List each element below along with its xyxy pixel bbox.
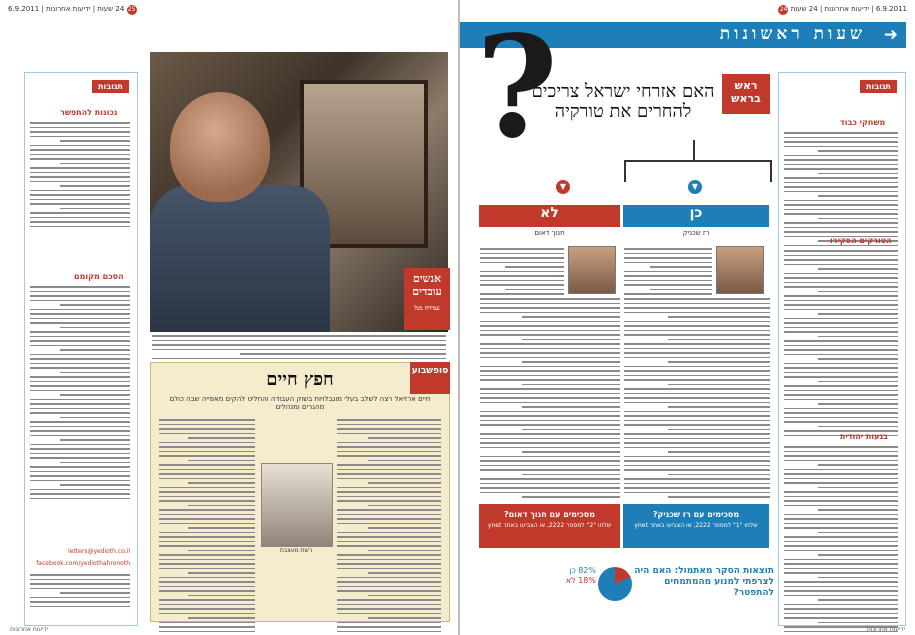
no-header: לא [479,205,620,227]
feature-portrait [261,463,333,547]
feature-box-subtitle: חיים ארזיאל רצה לשלב בעלי מוגבלויות בשוק העבודה והחליט להקים מאפייה שבה כולם מהגרים ומנהלים [169,395,431,411]
yes-header: כן [623,205,769,227]
no-vote-box[interactable]: מסכימים עם חנוך דאום? שלחו "2" למספר 2222, או הצביעו באתר ynet [479,504,620,548]
right-sidebar-text-2 [784,250,898,439]
left-sidebar-text-3 [30,574,130,610]
yes-column-body [624,298,770,501]
left-page-number: 25 [127,6,136,13]
no-arrow-icon: ▼ [556,180,570,194]
poll-pie-chart [598,567,632,601]
no-author-photo [568,246,616,294]
right-page-number: 24 [779,6,788,13]
right-footer: ידיעות אחרונות [866,626,905,633]
right-sidebar-tag: תגובות [860,80,897,93]
photo-section-tag: אנשים עובדים עמירה מגל [404,268,450,330]
main-headline: האם אזרחי ישראל צריכים להחרים את טורקיה [531,81,715,122]
right-sidebar-text-1 [784,132,898,249]
split-line [624,160,772,182]
question-mark-graphic: ? [476,6,559,170]
left-sidebar-head-2: הסכם מקומם [74,272,124,281]
section-title: שעות ראשונות [719,24,866,44]
yes-column-top [624,248,712,298]
poll-results [530,566,596,586]
kicker-tag: ראש בראש [722,74,770,114]
poll-no-result: 18% לא [565,576,596,585]
left-folio: 25 24 שעות | ידיעות אחרונות | 6.9.2011 [8,5,136,13]
left-sidebar-tag: תגובות [92,80,129,93]
page-gutter [458,0,460,635]
right-sidebar-head-2: הטורקים הפקירו [830,236,892,245]
yes-arrow-icon: ▼ [688,180,702,194]
photo-man-shirt [150,185,330,332]
poll-question: תוצאות הסקר מאתמול: האם היה לצרפתי למנוע מהמתמחים להתפטר? [634,566,774,598]
photo-man-head [170,92,270,202]
feature-box [150,362,450,622]
no-byline: חנוך דאום [534,229,565,237]
feature-col-1 [337,419,441,635]
feature-col-2 [159,419,255,635]
contact-email[interactable]: letters@yedioth.co.il [68,548,130,555]
photo-caption-text [152,335,446,362]
yes-author-photo [716,246,764,294]
right-sidebar-text-3 [784,446,898,635]
left-sidebar-text-1 [30,122,130,230]
feature-box-tag: סופשבוע [410,362,450,394]
right-sidebar-head-3: בגעות יהודית [840,432,888,441]
poll-yes-result: 82% כן [569,566,596,575]
facebook-link[interactable]: facebook.com/yediothahronoth [36,560,130,567]
yes-vote-box[interactable]: מסכימים עם רז שכניק? שלחו "1" למספר 2222, או הצביעו באתר ynet [623,504,769,548]
right-folio: 6.9.2011 | ידיעות אחרונות | 24 שעות 24 [779,5,907,13]
no-column-body [480,298,620,501]
right-sidebar-head-1: משחקי כבוד [840,118,886,127]
split-line-vertical [693,140,695,162]
feature-box-title: חפץ חיים [266,369,334,390]
feature-portrait-caption: רשת מעצבת [279,547,313,554]
no-column-top [480,248,564,298]
left-sidebar-head-1: נכונות להתפשר [60,108,118,117]
left-sidebar-text-2 [30,286,130,502]
left-footer: ידיעות אחרונות [10,626,49,633]
arrow-icon: ➜ [883,25,898,45]
yes-byline: רז שכניק [682,229,710,237]
